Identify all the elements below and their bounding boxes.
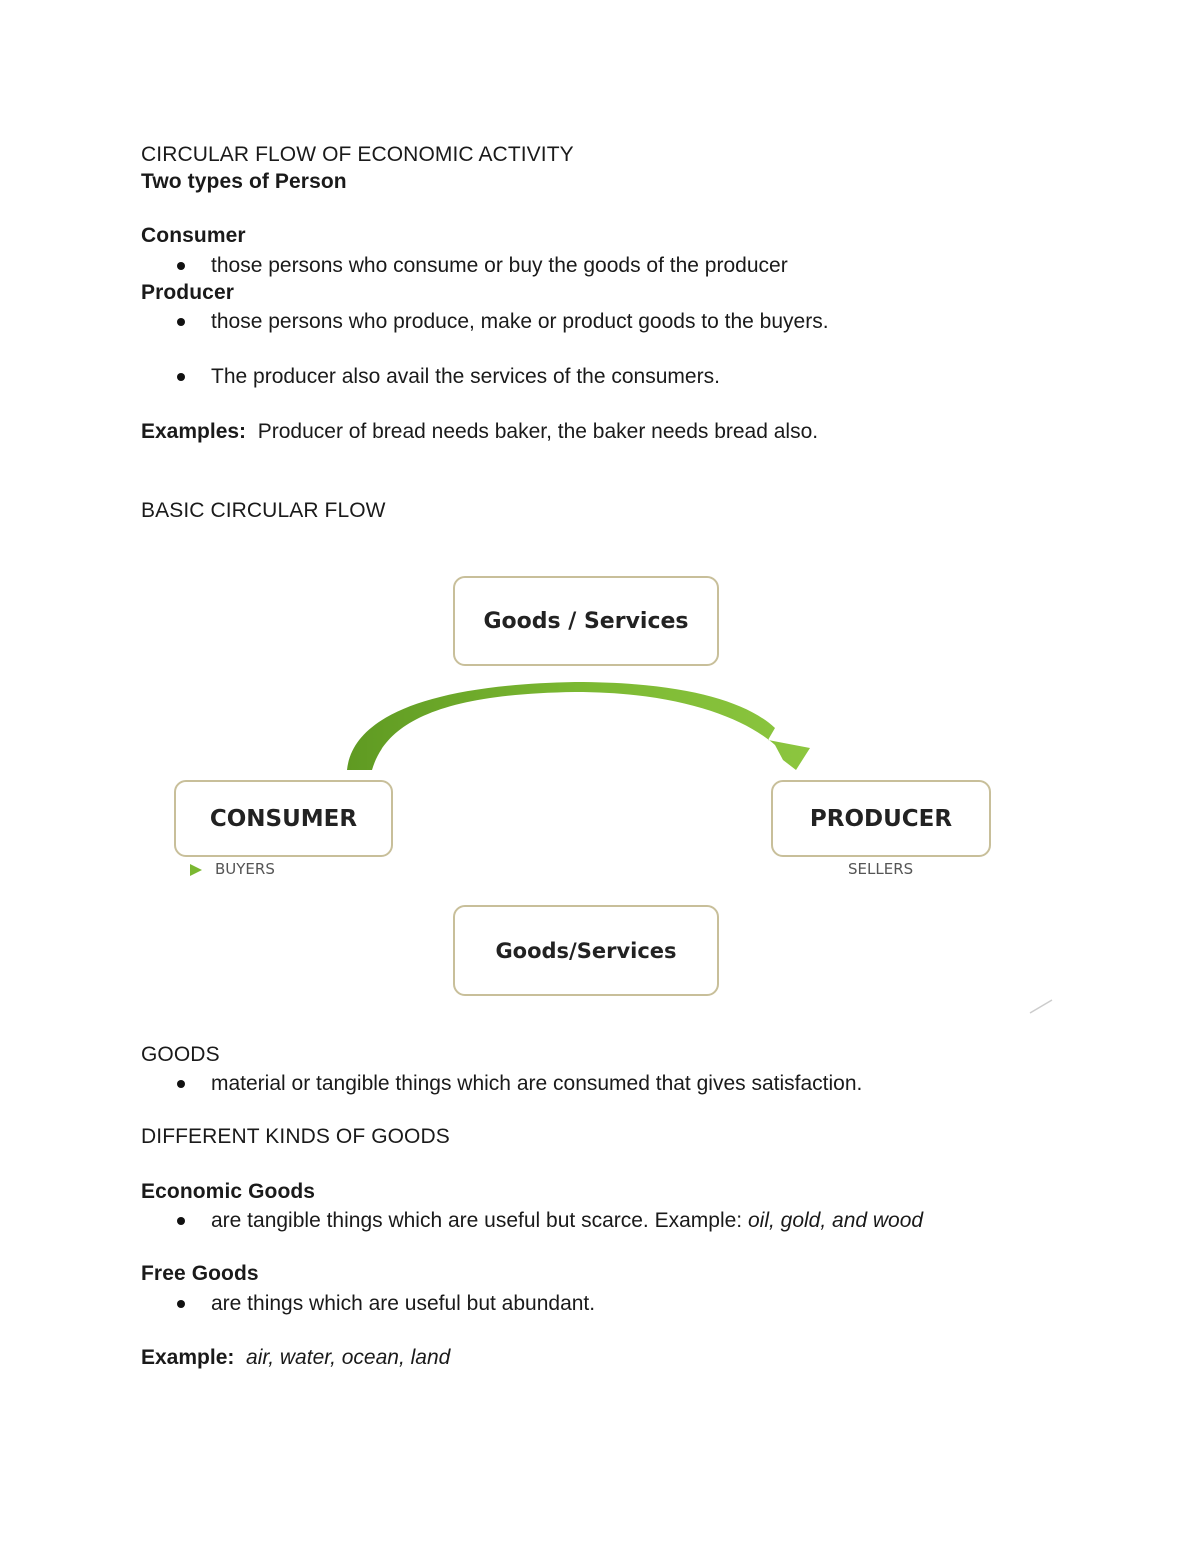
goods-services-bottom-box [453,905,719,996]
sellers-label: SELLERS [848,860,914,878]
consumer-heading: Consumer [141,224,246,247]
page-title: CIRCULAR FLOW OF ECONOMIC ACTIVITY [141,143,574,166]
bullet-icon [177,1217,185,1225]
final-example-label: Example: [141,1346,235,1369]
flow-arrow-body [347,682,810,770]
economic-goods-heading: Economic Goods [141,1180,316,1203]
producer-services: The producer also avail the services of the consumers. [211,365,720,388]
economic-goods-text: are tangible things which are useful but scarce. Example: [211,1209,743,1232]
decorative-line [1030,1000,1052,1013]
consumer-box-label: CONSUMER [209,805,358,832]
producer-box [771,780,991,857]
kinds-heading: DIFFERENT KINDS OF GOODS [141,1125,450,1148]
goods-definition: material or tangible things which are consumed that gives satisfaction. [211,1072,863,1095]
final-example-text: air, water, ocean, land [246,1346,451,1369]
examples-label: Examples: [141,420,247,443]
producer-definition: those persons who produce, make or product goods to the buyers. [211,310,829,333]
producer-heading: Producer [141,281,234,304]
economic-goods-definition [211,1209,923,1233]
free-goods-heading: Free Goods [141,1262,259,1285]
buyers-label: BUYERS [215,860,275,878]
final-example-line [141,1346,450,1370]
subtitle: Two types of Person [141,170,347,193]
bullet-icon [177,1300,185,1308]
diagram-heading: BASIC CIRCULAR FLOW [141,499,386,522]
goods-services-top-label: Goods / Services [483,608,689,634]
bullet-icon [177,1080,185,1088]
economic-goods-example: oil, gold, and wood [747,1209,924,1232]
examples-text: Producer of bread needs baker, the baker needs bread also. [257,420,819,443]
consumer-definition: those persons who consume or buy the goods of the producer [211,254,788,277]
triangle-bullet-icon [189,863,203,877]
free-goods-definition: are things which are useful but abundant. [211,1292,596,1315]
goods-services-bottom-label: Goods/Services [495,938,677,963]
consumer-box [174,780,393,857]
goods-heading: GOODS [141,1043,220,1066]
producer-box-label: PRODUCER [809,805,953,832]
